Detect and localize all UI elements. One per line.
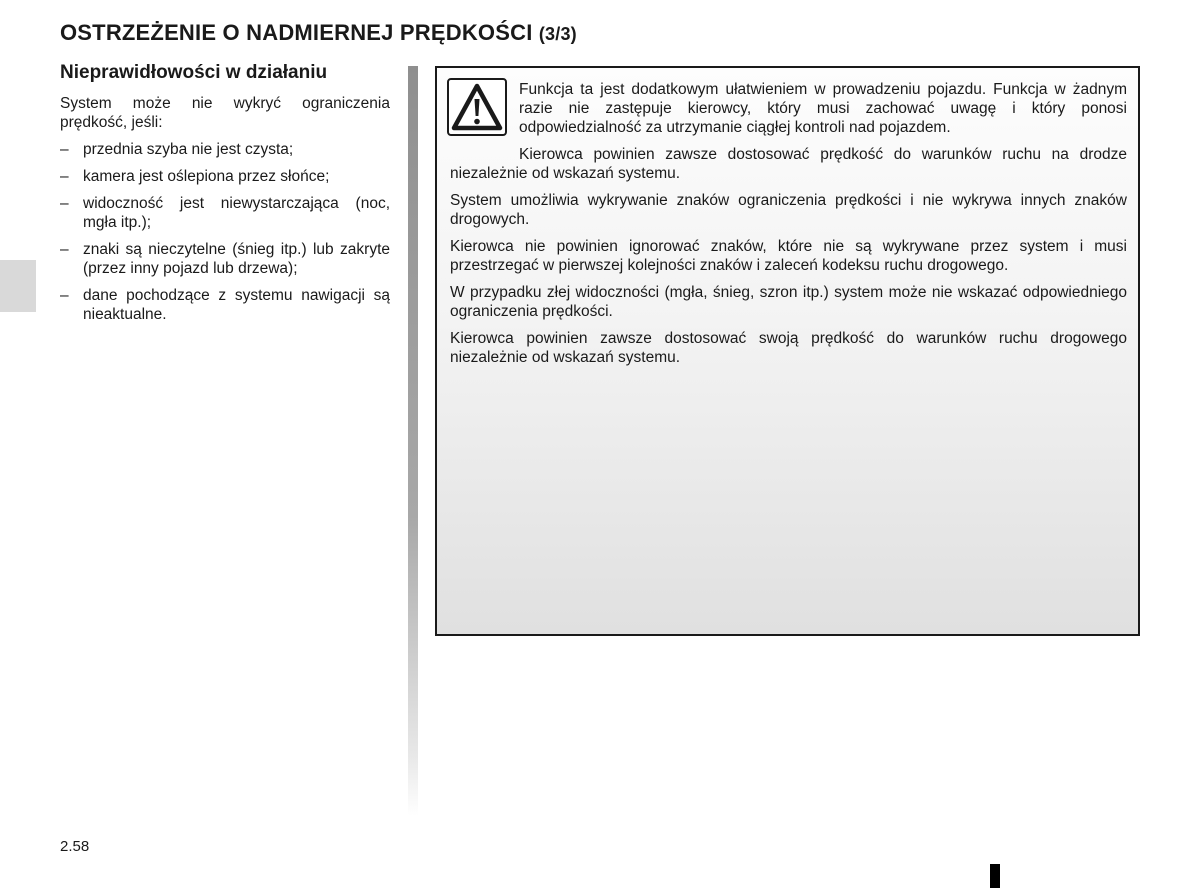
- malfunctions-section: [60, 62, 390, 332]
- list-item: [60, 140, 390, 159]
- warning-paragraph: Kierowca powinien zawsze dostosować prędkość do warunków ruchu na drodze niezależnie od wskazań systemu.: [450, 146, 1127, 182]
- page-edge-mark: [990, 864, 1000, 888]
- warning-paragraph: Funkcja ta jest dodatkowym ułatwieniem w prowadzeniu pojazdu. Funkcja w żadnym razie nie zastępuje kierowcy, który musi zachować uwagę i który ponosi odpowiedzialność za utrzymanie ciągłej kontroli nad pojazdem.: [519, 81, 1127, 136]
- bullet-dash: –: [60, 168, 69, 185]
- warning-paragraph: Kierowca powinien zawsze dostosować swoją prędkość do warunków ruchu drogowego niezależnie od wskazań systemu.: [450, 330, 1127, 366]
- list-item-text: dane pochodzące z systemu nawigacji są nieaktualne.: [83, 287, 390, 323]
- list-item-text: widoczność jest niewystarczająca (noc, mgła itp.);: [83, 195, 390, 231]
- list-item-text: znaki są nieczytelne (śnieg itp.) lub zakryte (przez inny pojazd lub drzewa);: [83, 241, 390, 277]
- list-item: [60, 194, 390, 232]
- page-title-part: (3/3): [538, 24, 577, 44]
- section-heading: Nieprawidłowości w działaniu: [60, 62, 328, 83]
- section-intro: System może nie wykryć ograniczenia prędkość, jeśli:: [60, 95, 390, 131]
- list-item: [60, 286, 390, 324]
- warning-paragraph: W przypadku złej widoczności (mgła, śnieg, szron itp.) system może nie wskazać odpowiedniego ograniczenia prędkości.: [450, 284, 1127, 320]
- bullet-dash: –: [60, 241, 69, 258]
- list-item-text: kamera jest oślepiona przez słońce;: [83, 168, 330, 185]
- bullet-dash: –: [60, 287, 69, 304]
- list-item-text: przednia szyba nie jest czysta;: [83, 141, 294, 158]
- warning-text: [450, 80, 1127, 375]
- warning-paragraph: System umożliwia wykrywanie znaków ograniczenia prędkości i nie wykrywa innych znaków drogowych.: [450, 192, 1127, 228]
- warning-paragraph: Kierowca nie powinien ignorować znaków, które nie są wykrywane przez system i musi przestrzegać w pierwszej kolejności znaków i zaleceń kodeksu ruchu drogowego.: [450, 238, 1127, 274]
- page-title: [60, 20, 577, 46]
- chapter-side-tab: [0, 260, 36, 312]
- page-title-text: OSTRZEŻENIE O NADMIERNEJ PRĘDKOŚCI: [60, 20, 533, 45]
- malfunction-list: [60, 140, 390, 324]
- list-item: [60, 240, 390, 278]
- column-divider: [408, 66, 418, 816]
- bullet-dash: –: [60, 195, 69, 212]
- bullet-dash: –: [60, 141, 69, 158]
- page-number: 2.58: [60, 838, 90, 855]
- warning-box: [435, 66, 1140, 636]
- list-item: [60, 167, 390, 186]
